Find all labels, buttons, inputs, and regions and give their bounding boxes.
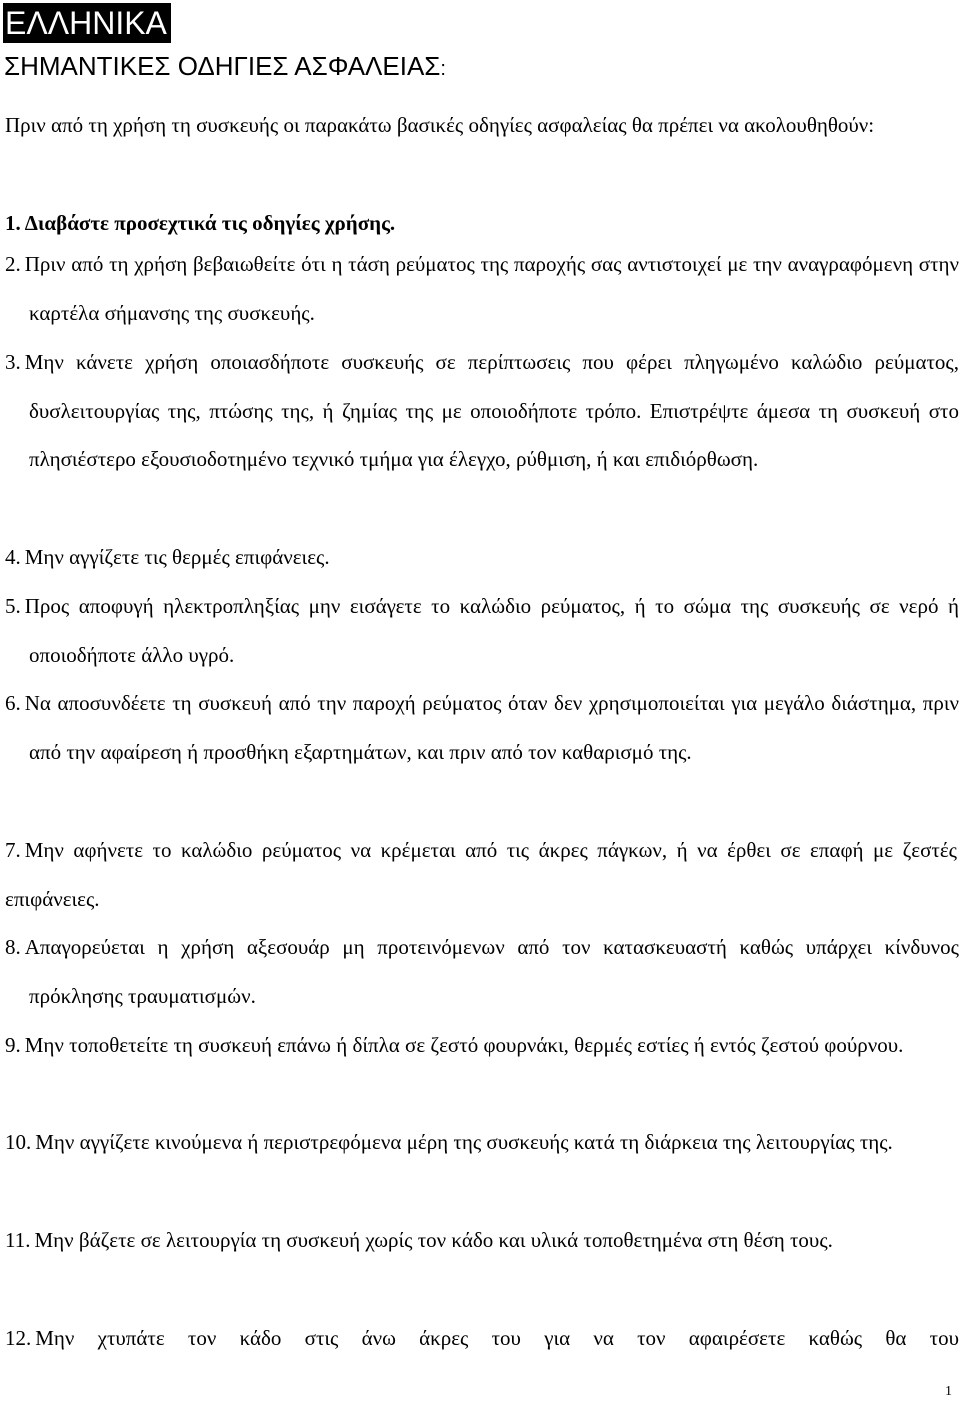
- item-number: 8.: [5, 935, 21, 959]
- item-number: 1.: [5, 211, 21, 235]
- instruction-item-3: [5, 338, 959, 484]
- item-text: Μην αγγίζετε τις θερμές επιφάνειες.: [24, 545, 330, 569]
- item-text: Μην τοποθετείτε τη συσκευή επάνω ή δίπλα σε ζεστό φουρνάκι, θερμές εστίες ή εντός ζεστού φούρνου.: [24, 1033, 904, 1057]
- title-text: ΣΗΜΑΝΤΙΚΕΣ ΟΔΗΓΙΕΣ ΑΣΦΑΛΕΙΑΣ: [4, 51, 441, 81]
- item-number: 6.: [5, 691, 21, 715]
- item-text: Μην κάνετε χρήση οποιασδήποτε συσκευής σε περίπτωσεις που φέρει πληγωμένο καλώδιο ρεύματος, δυσλειτουργίας της, πτώσης της, ή ζημίας της με οποιοδήποτε τρόπο. Επιστρέψτε άμεσα τη συσκευή στο πλησιέστερο εξουσιοδοτημένο τεχνικό τμήμα για έλεγχο, ρύθμιση, ή και επιδιόρθωση.: [24, 350, 959, 471]
- language-heading: ΕΛΛΗΝΙΚΑ: [3, 3, 171, 43]
- item-text: Να αποσυνδέετε τη συσκευή από την παροχή ρεύματος όταν δεν χρησιμοποιείται για μεγάλο διάστημα, πριν από την αφαίρεση ή προσθήκη εξαρτημάτων, και πριν από τον καθαρισμό της.: [24, 691, 959, 764]
- item-text: Μην βάζετε σε λειτουργία τη συσκευή χωρίς τον κάδο και υλικά τοποθετημένα στη θέση τους.: [34, 1228, 833, 1252]
- instruction-item-11: [5, 1216, 959, 1265]
- item-number: 12.: [5, 1326, 32, 1350]
- item-number: 10.: [5, 1130, 32, 1154]
- item-number: 5.: [5, 594, 21, 618]
- item-number: 11.: [5, 1228, 31, 1252]
- instruction-item-8: [5, 923, 959, 1020]
- page-number: 1: [945, 1384, 952, 1399]
- intro-paragraph: Πριν από τη χρήση τη συσκευής οι παρακάτω βασικές οδηγίες ασφαλείας θα πρέπει να ακολουθηθούν:: [5, 113, 875, 137]
- instruction-item-7: [5, 826, 957, 923]
- item-text: Απαγορεύεται η χρήση αξεσουάρ μη προτεινόμενων από τον κατασκευαστή καθώς υπάρχει κίνδυνος πρόκλησης τραυματισμών.: [24, 935, 959, 1008]
- item-number: 2.: [5, 252, 21, 276]
- instruction-item-2: [5, 240, 959, 337]
- instruction-item-6: [5, 679, 959, 776]
- item-text: Προς αποφυγή ηλεκτροπληξίας μην εισάγετε το καλώδιο ρεύματος, ή το σώμα της συσκευής σε νερό ή οποιοδήποτε άλλο υγρό.: [24, 594, 959, 667]
- title-colon: :: [440, 58, 446, 80]
- item-text: Μην αφήνετε το καλώδιο ρεύματος να κρέμεται από τις άκρες πάγκων, ή να έρθει σε επαφή με ζεστές επιφάνειες.: [5, 838, 957, 911]
- safety-instructions-title: [4, 50, 446, 85]
- item-number: 4.: [5, 545, 21, 569]
- item-number: 9.: [5, 1033, 21, 1057]
- item-text: Διαβάστε προσεχτικά τις οδηγίες χρήσης.: [24, 211, 396, 235]
- instruction-item-9: [5, 1021, 957, 1070]
- instruction-item-10: [5, 1118, 957, 1167]
- item-text: Μην χτυπάτε τον κάδο στις άνω άκρες του για να τον αφαιρέσετε καθώς θα του: [35, 1326, 959, 1350]
- instruction-item-5: [5, 582, 959, 679]
- item-number: 7.: [5, 838, 21, 862]
- item-text: Μην αγγίζετε κινούμενα ή περιστρεφόμενα μέρη της συσκευής κατά τη διάρκεια της λειτουργίας της.: [35, 1130, 893, 1154]
- instruction-item-12: [5, 1314, 959, 1363]
- item-text: Πριν από τη χρήση βεβαιωθείτε ότι η τάση ρεύματος της παροχής σας αντιστοιχεί με την αναγραφόμενη στην καρτέλα σήμανσης της συσκευής.: [24, 252, 959, 325]
- instruction-item-4: [5, 533, 957, 582]
- item-number: 3.: [5, 350, 21, 374]
